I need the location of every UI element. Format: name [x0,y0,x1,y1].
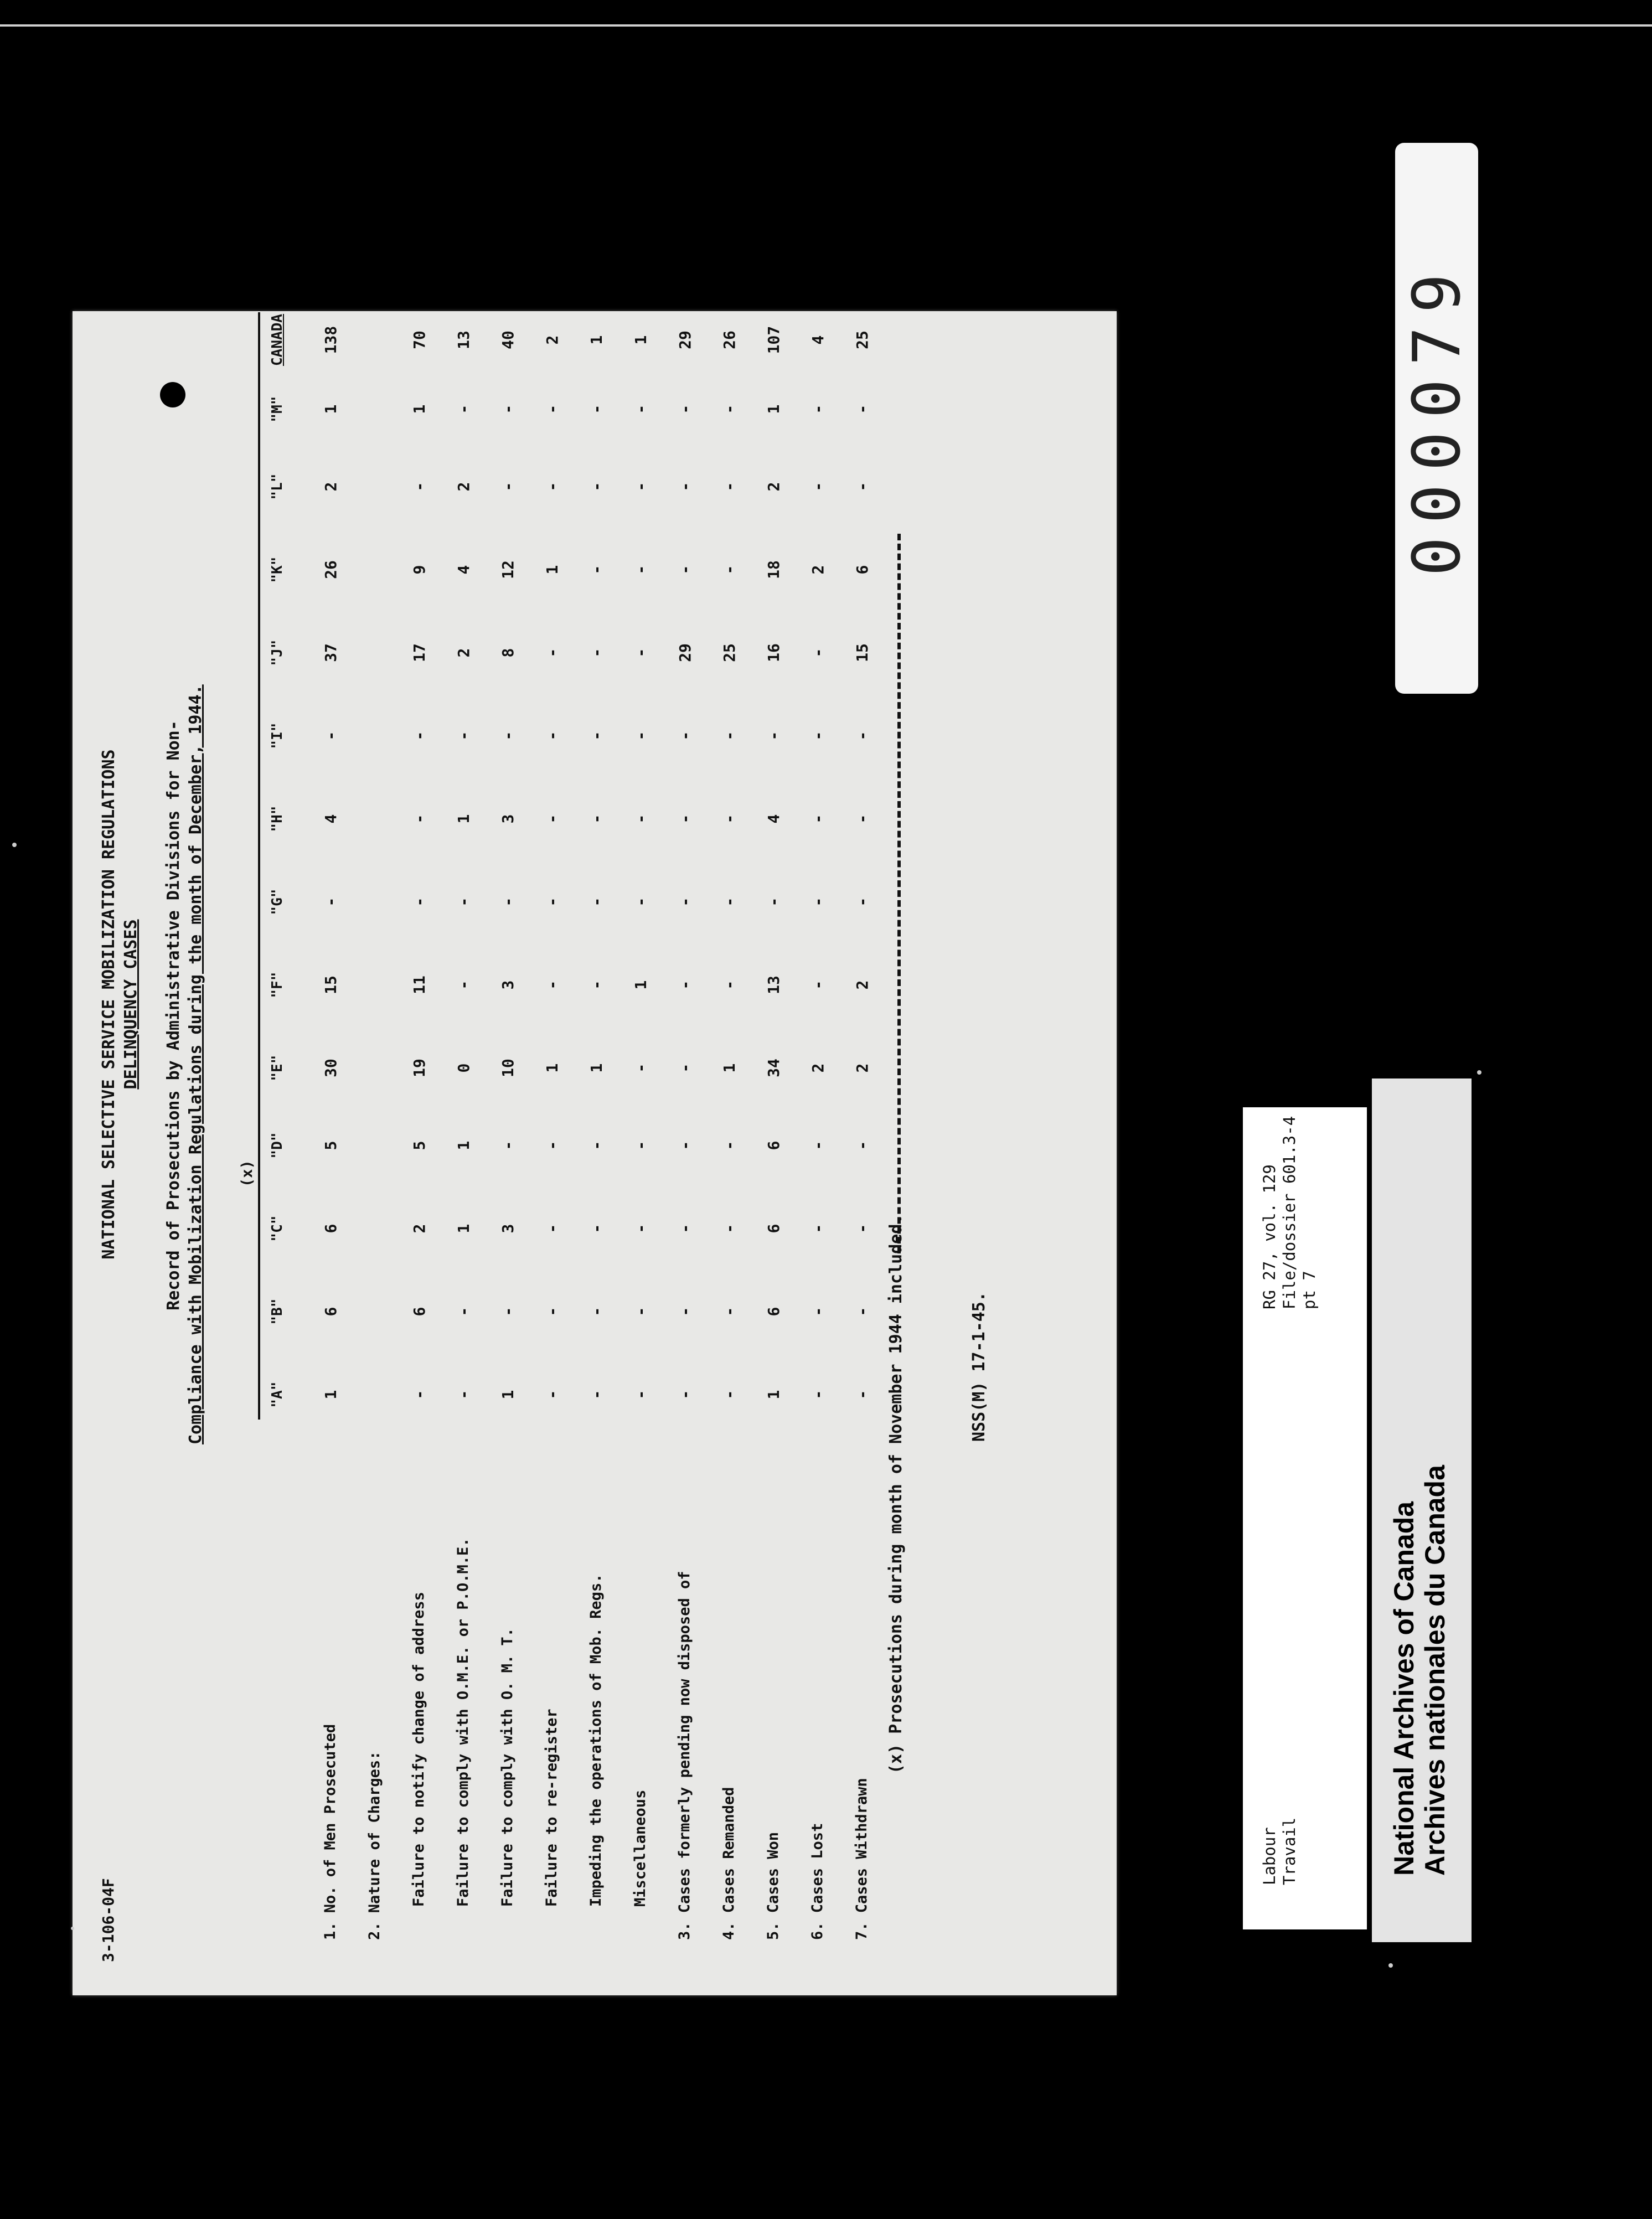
table-cell: 1 [499,1390,517,1400]
table-cell: - [455,980,473,990]
table-cell: - [543,648,561,658]
table-cell: - [676,1063,694,1073]
speck [12,843,17,847]
row-label: Failure to notify change of address [410,1592,427,1907]
table-cell: - [632,731,650,741]
table-cell: - [632,1390,650,1400]
table-cell: - [587,1307,606,1317]
table-cell: 4 [322,814,340,824]
table-cell: 2 [455,482,473,492]
file-reference: NSS(M) 17-1-45. [969,1292,989,1442]
table-cell: - [455,897,473,907]
table-cell: 2 [809,1063,827,1073]
report-description-line1: Record of Prosecutions by Administrative Divisions for Non- [164,720,183,1310]
table-cell: 3 [499,980,517,990]
dashed-separator [897,534,901,1253]
table-cell: 2 [765,482,783,492]
row-label: 1. No. of Men Prosecuted [322,1723,339,1940]
table-cell: - [455,404,473,414]
table-cell: 1 [455,1224,473,1234]
table-cell: - [410,897,429,907]
document-content [73,311,1117,1995]
table-cell: 5 [322,1141,340,1150]
table-cell: 4 [809,335,827,345]
table-cell: 13 [455,331,473,349]
row-label: Impeding the operations of Mob. Regs. [587,1573,605,1907]
table-cell: - [543,482,561,492]
table-cell: - [676,897,694,907]
table-cell: 6 [765,1224,783,1234]
table-cell: 13 [765,976,783,994]
column-header: "M" [269,396,286,422]
table-cell: - [543,1390,561,1400]
column-header: "B" [269,1298,286,1325]
table-cell: - [499,731,517,741]
table-cell: - [587,731,606,741]
table-cell: 1 [455,1141,473,1150]
table-cell: 138 [322,326,340,354]
table-cell: 1 [543,565,561,575]
table-cell: - [809,404,827,414]
table-cell: - [720,814,739,824]
archives-label [1372,1078,1472,1942]
table-cell: 6 [765,1141,783,1150]
table-cell: 70 [410,331,429,349]
table-cell: 9 [410,565,429,575]
table-cell: - [720,482,739,492]
table-cell: - [543,814,561,824]
stamp-number: 000079 [1398,260,1475,576]
table-cell: 1 [543,1063,561,1073]
table-cell: - [499,404,517,414]
table-cell: 1 [322,404,340,414]
table-cell: - [765,731,783,741]
table-cell: 5 [410,1141,429,1150]
table-cell: - [499,1307,517,1317]
table-cell: 3 [499,814,517,824]
heading-title: NATIONAL SELECTIVE SERVICE MOBILIZATION REGULATIONS [99,749,118,1260]
table-cell: 6 [322,1224,340,1234]
table-cell: 16 [765,643,783,662]
table-cell: - [543,1224,561,1234]
table-cell: 8 [499,648,517,658]
table-cell: - [676,1141,694,1150]
table-cell: - [809,1224,827,1234]
table-cell: 15 [853,643,871,662]
table-cell: 26 [720,331,739,349]
table-cell: - [765,897,783,907]
table-cell: 6 [853,565,871,575]
column-header: "A" [269,1381,286,1408]
table-cell: - [455,731,473,741]
column-header: "G" [269,889,286,915]
table-cell: - [587,565,606,575]
table-cell: - [322,731,340,741]
table-cell: - [410,482,429,492]
column-header: CANADA [269,314,286,366]
speck [1388,1963,1393,1968]
heading-subtitle: DELINQUENCY CASES [121,919,141,1090]
table-cell: - [587,814,606,824]
table-cell: - [632,1307,650,1317]
table-cell: - [543,1141,561,1150]
table-cell: - [853,1224,871,1234]
report-description-line2: Compliance with Mobilization Regulations during the month of December, 1944. [186,684,205,1444]
table-cell: - [720,897,739,907]
column-header: "J" [269,639,286,666]
table-cell: - [455,1307,473,1317]
table-cell: - [853,731,871,741]
table-cell: - [632,648,650,658]
row-label: 6. Cases Lost [809,1823,826,1940]
table-cell: - [587,482,606,492]
row-label: 3. Cases formerly pending now disposed of [676,1571,693,1940]
column-header: "F" [269,972,286,998]
table-cell: - [720,565,739,575]
table-cell: - [809,1390,827,1400]
table-cell: - [809,482,827,492]
table-cell: 2 [853,980,871,990]
document-page [73,311,1117,1995]
table-cell: - [543,404,561,414]
table-cell: - [632,1063,650,1073]
table-cell: - [809,648,827,658]
table-cell: 2 [322,482,340,492]
table-cell: - [587,980,606,990]
card-file: File/dossier 601.3-4 [1280,1116,1299,1309]
table-cell: 4 [455,565,473,575]
table-cell: 1 [322,1390,340,1400]
row-label: Failure to comply with O. M. T. [499,1628,516,1907]
table-cell: - [853,404,871,414]
table-cell: 1 [455,814,473,824]
table-cell: - [720,731,739,741]
table-cell: - [543,897,561,907]
table-cell: - [809,1141,827,1150]
table-cell: 6 [410,1307,429,1317]
table-cell: 34 [765,1059,783,1077]
table-cell: - [676,482,694,492]
footnote: (x) Prosecutions during month of November 1944 included. [886,1214,906,1774]
row-label: Failure to comply with O.M.E. or P.O.M.E. [455,1537,472,1907]
table-cell: - [720,1141,739,1150]
table-cell: - [853,1307,871,1317]
table-cell: 1 [410,404,429,414]
table-cell: 1 [720,1063,739,1073]
table-cell: 3 [499,1224,517,1234]
table-cell: 29 [676,643,694,662]
table-cell: 1 [632,980,650,990]
table-cell: 107 [765,326,783,354]
table-cell: - [720,404,739,414]
card-part: pt 7 [1300,1271,1319,1309]
table-cell: 25 [720,643,739,662]
table-cell: - [632,897,650,907]
table-cell: 2 [410,1224,429,1234]
table-cell: - [720,1307,739,1317]
table-cell: 15 [322,976,340,994]
table-cell: - [543,980,561,990]
table-cell: - [632,1141,650,1150]
row-label: Miscellaneous [632,1789,649,1907]
archives-name-en: National Archives of Canada [1388,1501,1419,1876]
table-cell: 2 [455,648,473,658]
table-cell: 0 [455,1063,473,1073]
table-cell: - [499,482,517,492]
column-header: "L" [269,473,286,500]
table-cell: 1 [765,404,783,414]
table-cell: - [676,1307,694,1317]
table-cell: - [587,648,606,658]
table-cell: 1 [587,1063,606,1073]
table-cell: 40 [499,331,517,349]
column-header: "C" [269,1215,286,1242]
table-cell: 25 [853,331,871,349]
row-label: 5. Cases Won [765,1831,782,1940]
column-header: "D" [269,1132,286,1159]
speck [71,1927,74,1930]
row-label: 7. Cases Withdrawn [853,1778,870,1940]
table-cell: - [632,565,650,575]
column-note: (x) [239,1160,256,1187]
table-cell: - [720,1224,739,1234]
table-cell: - [853,814,871,824]
table-cell: - [720,1390,739,1400]
table-cell: - [632,482,650,492]
table-cell: - [676,1390,694,1400]
table-cell: - [587,1141,606,1150]
table-cell: - [587,404,606,414]
table-cell: - [410,1390,429,1400]
table-cell: - [809,1307,827,1317]
table-cell: - [499,897,517,907]
table-cell: 29 [676,331,694,349]
table-cell: - [410,814,429,824]
table-cell: 6 [765,1307,783,1317]
table-cell: 11 [410,976,429,994]
column-header: "K" [269,556,286,583]
archive-number-stamp [1395,143,1478,694]
table-cell: - [853,1390,871,1400]
table-cell: - [853,482,871,492]
table-cell: - [587,1224,606,1234]
table-cell: - [853,1141,871,1150]
row-label: 2. Nature of Charges: [366,1751,383,1940]
table-cell: - [676,814,694,824]
table-cell: - [853,897,871,907]
table-cell: 30 [322,1059,340,1077]
archives-name-fr: Archives nationales du Canada [1419,1465,1450,1876]
table-cell: - [809,814,827,824]
table-cell: - [632,814,650,824]
table-cell: - [543,1307,561,1317]
table-cell: 19 [410,1059,429,1077]
table-cell: 2 [853,1063,871,1073]
row-label: 4. Cases Remanded [720,1787,737,1940]
table-cell: - [720,980,739,990]
table-cell: 26 [322,560,340,579]
table-cell: - [322,897,340,907]
column-header: "E" [269,1055,286,1081]
table-cell: - [587,897,606,907]
table-cell: - [499,1141,517,1150]
table-cell: - [410,731,429,741]
table-cell: - [587,1390,606,1400]
table-cell: - [676,980,694,990]
column-header: "H" [269,806,286,832]
table-cell: 1 [765,1390,783,1400]
table-cell: 1 [587,335,606,345]
table-cell: - [632,404,650,414]
table-cell: 4 [765,814,783,824]
table-cell: 2 [543,335,561,345]
table-cell: - [676,404,694,414]
table-cell: 18 [765,560,783,579]
table-cell: - [455,1390,473,1400]
table-cell: - [676,731,694,741]
table-cell: 12 [499,560,517,579]
speck [1477,1070,1481,1075]
row-label: Failure to re-register [543,1709,560,1907]
header-rule [258,312,260,1420]
table-cell: 17 [410,643,429,662]
card-department-en: Labour [1260,1827,1279,1885]
table-cell: 1 [632,335,650,345]
top-border-line [0,24,1652,27]
table-cell: 6 [322,1307,340,1317]
table-cell: - [676,1224,694,1234]
form-code: 3-106-04F [99,1878,117,1962]
table-cell: - [543,731,561,741]
table-cell: - [809,897,827,907]
table-cell: - [809,980,827,990]
table-cell: 10 [499,1059,517,1077]
reference-card [1243,1107,1367,1929]
card-department-fr: Travail [1280,1817,1299,1885]
table-cell: - [676,565,694,575]
table-cell: - [632,1224,650,1234]
table-cell: - [809,731,827,741]
card-record-group: RG 27, vol. 129 [1260,1164,1279,1309]
column-header: "I" [269,723,286,749]
table-cell: 2 [809,565,827,575]
table-cell: 37 [322,643,340,662]
